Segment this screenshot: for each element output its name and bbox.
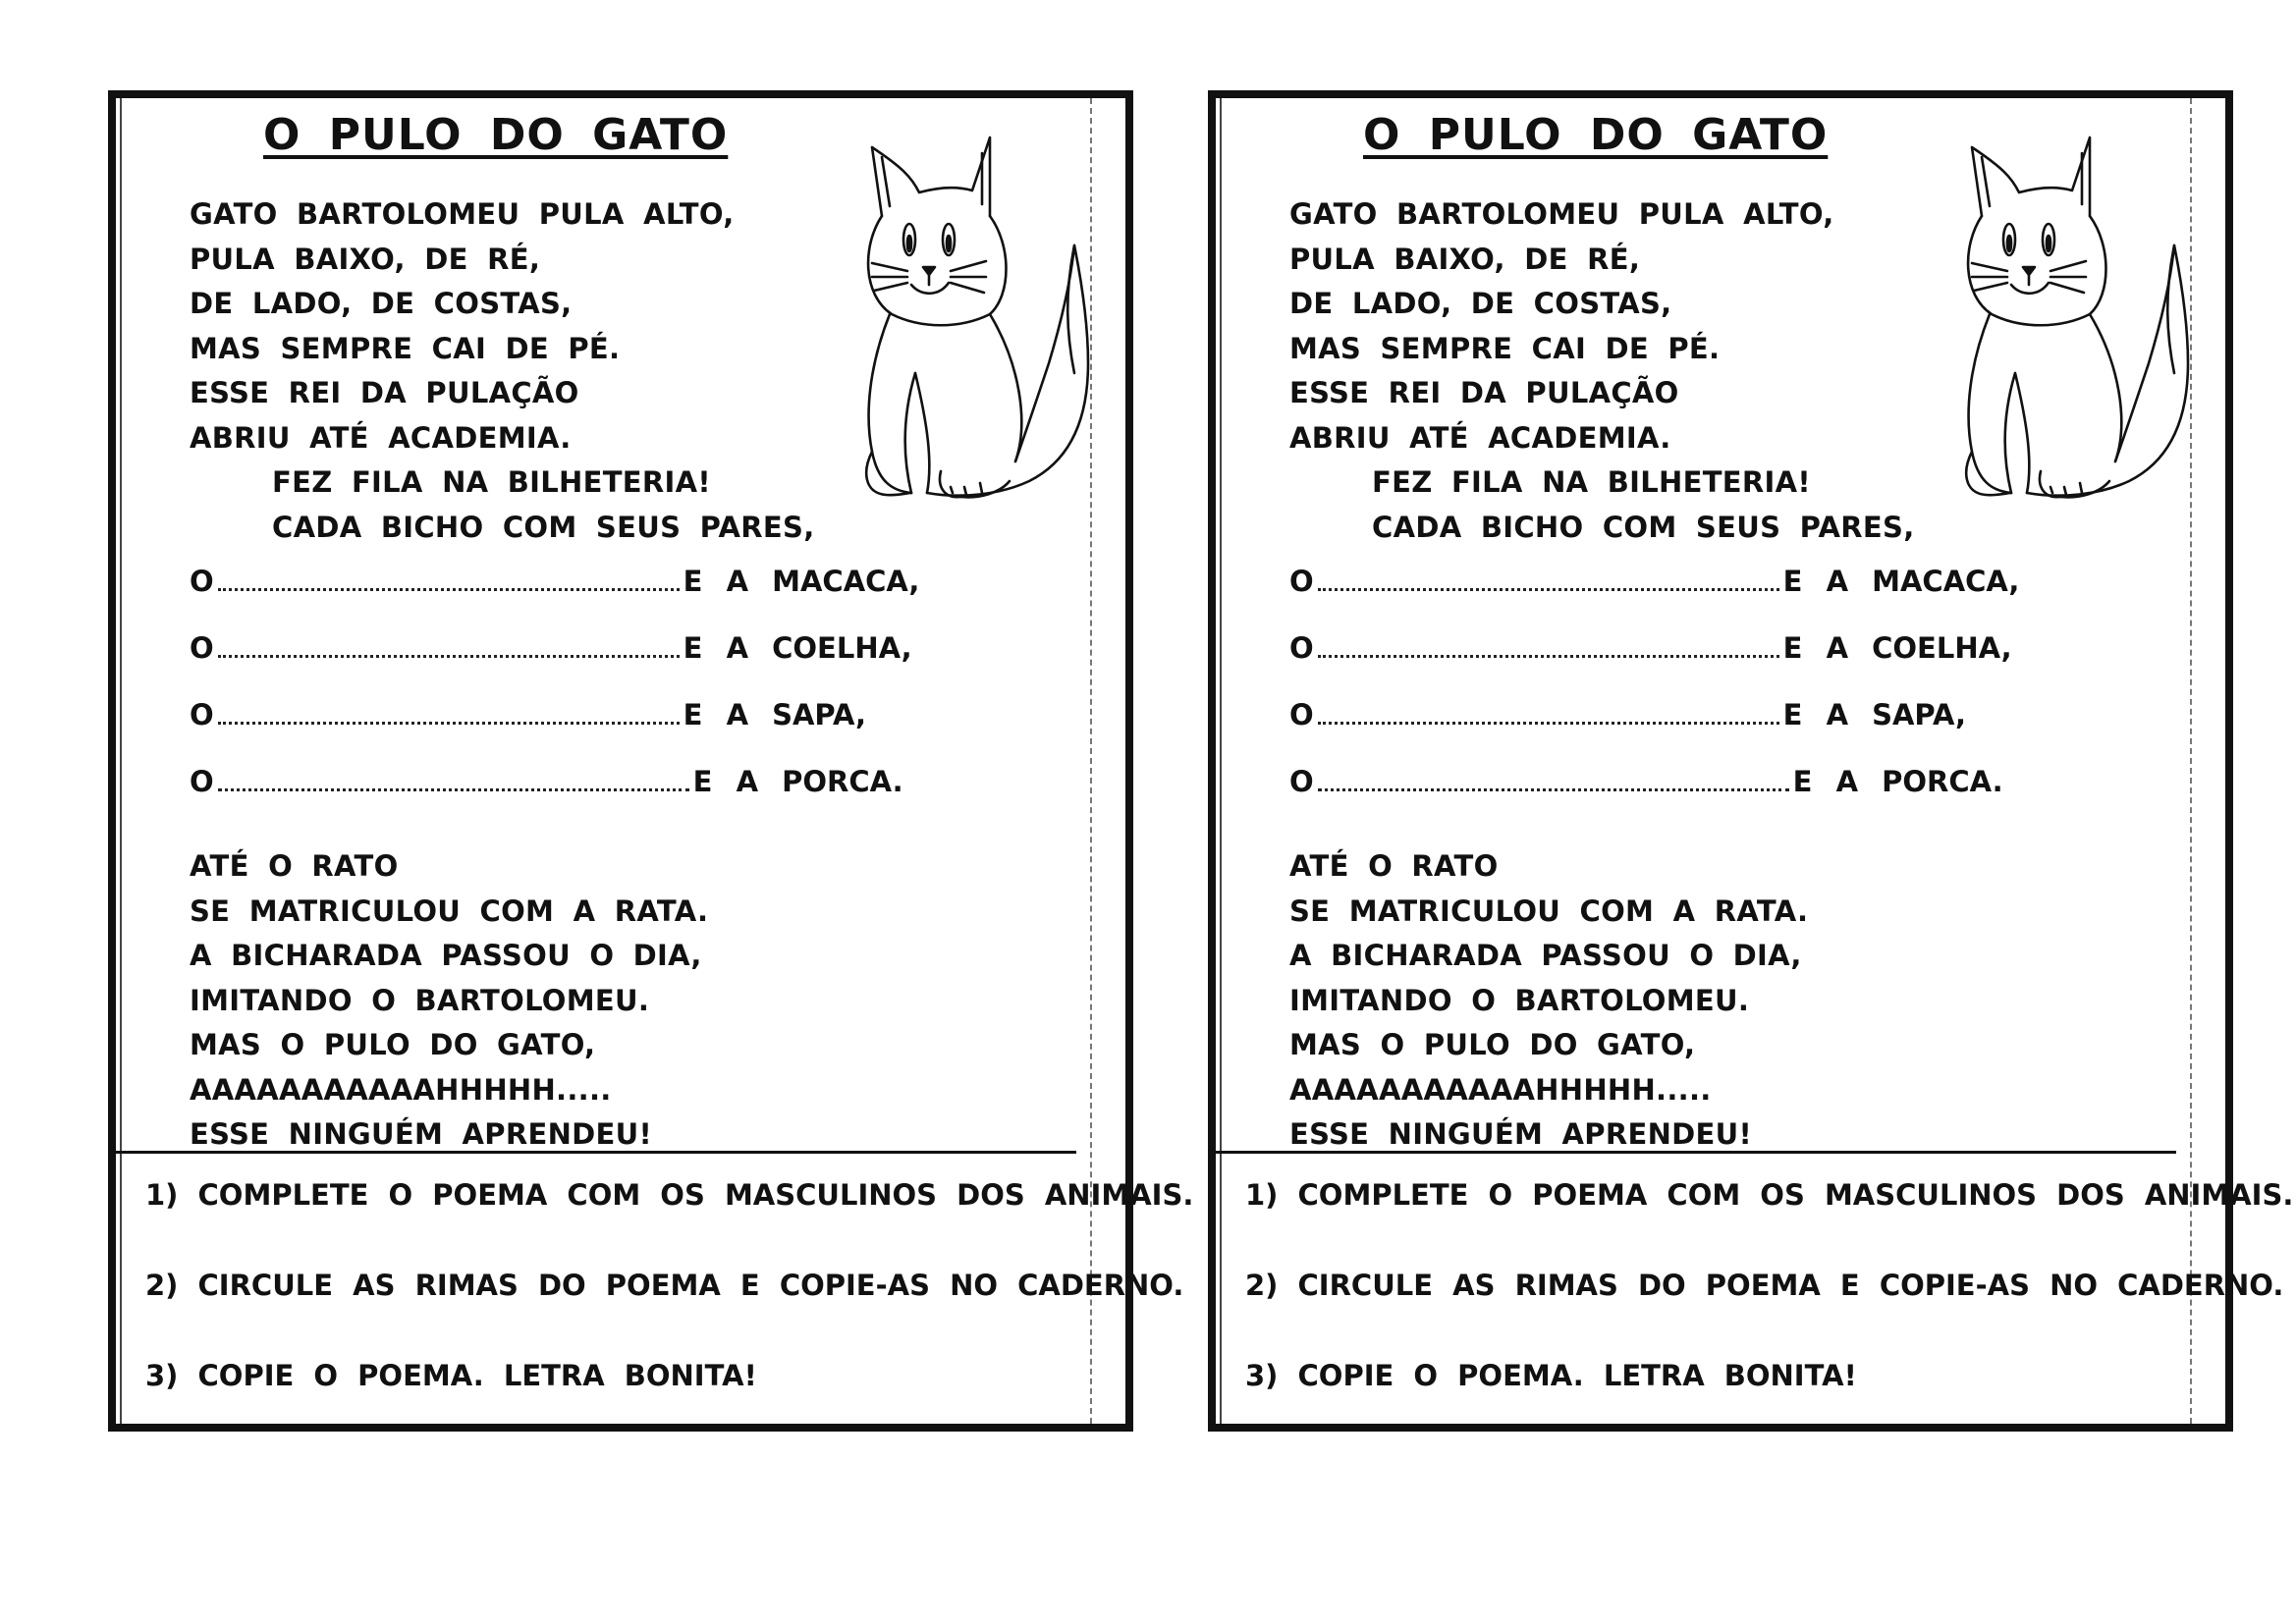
blank-prefix: O <box>1289 698 1314 731</box>
verse-line: SE MATRICULOU COM A RATA. <box>1289 893 1809 928</box>
blank-prefix: O <box>1289 765 1314 798</box>
poem-title: O PULO DO GATO <box>263 110 729 160</box>
verse-line: ATÉ O RATO <box>190 849 399 883</box>
verse-line: IMITANDO O BARTOLOMEU. <box>190 983 650 1017</box>
section-divider <box>1216 1151 2176 1154</box>
blank-suffix: E A SAPA, <box>683 698 867 731</box>
blank-prefix: O <box>190 698 214 731</box>
cat-illustration-icon <box>843 128 1108 550</box>
blank-row <box>190 631 919 698</box>
verse-line: GATO BARTOLOMEU PULA ALTO, <box>1289 197 1834 231</box>
task-item: 3) COPIE O POEMA. LETRA BONITA! <box>1245 1359 1857 1392</box>
task-list <box>145 1178 1193 1449</box>
verse-line: A BICHARADA PASSOU O DIA, <box>190 939 702 972</box>
blank-prefix: O <box>190 631 214 665</box>
verse-line: FEZ FILA NA BILHETERIA! <box>272 465 711 499</box>
verse-line: FEZ FILA NA BILHETERIA! <box>1372 465 1811 499</box>
blank-row <box>1289 698 2019 765</box>
task-item: 1) COMPLETE O POEMA COM OS MASCULINOS DOS ANIMAIS. <box>145 1178 1194 1212</box>
task-item: 2) CIRCULE AS RIMAS DO POEMA E COPIE-AS NO CADERNO. <box>1245 1269 2284 1302</box>
task-item: 3) COPIE O POEMA. LETRA BONITA! <box>145 1359 757 1392</box>
verse-line: ESSE NINGUÉM APRENDEU! <box>190 1117 652 1151</box>
blank-row <box>190 765 919 832</box>
dotted-blank[interactable] <box>218 568 680 591</box>
stanza-2 <box>190 844 708 1158</box>
verse-line: DE LADO, DE COSTAS, <box>1289 287 1672 320</box>
poem-title: O PULO DO GATO <box>1363 110 1829 160</box>
verse-line: ABRIU ATÉ ACADEMIA. <box>190 420 572 455</box>
blank-prefix: O <box>190 765 214 798</box>
verse-line: MAS O PULO DO GATO, <box>190 1028 596 1061</box>
verse-line: ESSE NINGUÉM APRENDEU! <box>1289 1117 1752 1151</box>
fill-in-blanks <box>1289 565 2019 832</box>
blank-suffix: E A SAPA, <box>1782 698 1967 731</box>
verse-line: PULA BAIXO, DE RÉ, <box>1289 242 1641 276</box>
cat-illustration-icon <box>1942 128 2208 550</box>
verse-line: ABRIU ATÉ ACADEMIA. <box>1289 420 1671 455</box>
fill-in-blanks <box>190 565 919 832</box>
blank-suffix: E A MACACA, <box>1782 565 2020 598</box>
blank-suffix: E A PORCA. <box>692 765 903 798</box>
verse-line: AAAAAAAAAAAHHHHH..... <box>190 1072 612 1107</box>
verse-line: ESSE REI DA PULAÇÃO <box>190 376 579 409</box>
dotted-blank[interactable] <box>218 635 680 658</box>
blank-suffix: E A MACACA, <box>683 565 920 598</box>
stanza-1 <box>190 192 815 550</box>
dotted-blank[interactable] <box>218 702 680 725</box>
verse-line: MAS SEMPRE CAI DE PÉ. <box>1289 331 1721 365</box>
blank-prefix: O <box>1289 631 1314 665</box>
dotted-blank[interactable] <box>1318 635 1779 658</box>
task-item: 2) CIRCULE AS RIMAS DO POEMA E COPIE-AS NO CADERNO. <box>145 1269 1184 1302</box>
verse-line: AAAAAAAAAAAHHHHH..... <box>1289 1072 1712 1107</box>
blank-suffix: E A PORCA. <box>1792 765 2003 798</box>
verse-line: IMITANDO O BARTOLOMEU. <box>1289 983 1750 1017</box>
verse-line: A BICHARADA PASSOU O DIA, <box>1289 939 1802 972</box>
verse-line: MAS O PULO DO GATO, <box>1289 1028 1696 1061</box>
dotted-blank[interactable] <box>1318 568 1779 591</box>
stanza-2 <box>1289 844 1808 1158</box>
verse-line: GATO BARTOLOMEU PULA ALTO, <box>190 197 735 231</box>
verse-line: ESSE REI DA PULAÇÃO <box>1289 376 1679 409</box>
verse-line: SE MATRICULOU COM A RATA. <box>190 893 709 928</box>
inner-border-left <box>120 98 122 1424</box>
verse-line: CADA BICHO COM SEUS PARES, <box>272 510 815 544</box>
dotted-blank[interactable] <box>1318 769 1789 791</box>
inner-border-left <box>1220 98 1222 1424</box>
verse-line: MAS SEMPRE CAI DE PÉ. <box>190 331 621 365</box>
blank-prefix: O <box>1289 565 1314 598</box>
verse-line: ATÉ O RATO <box>1289 849 1499 883</box>
stanza-1 <box>1289 192 1915 550</box>
dotted-blank[interactable] <box>218 769 689 791</box>
blank-prefix: O <box>190 565 214 598</box>
blank-suffix: E A COELHA, <box>1782 631 2012 665</box>
blank-row <box>1289 565 2019 631</box>
blank-row <box>1289 631 2019 698</box>
worksheet-right <box>1208 90 2294 1432</box>
verse-line: PULA BAIXO, DE RÉ, <box>190 242 541 276</box>
task-item: 1) COMPLETE O POEMA COM OS MASCULINOS DOS ANIMAIS. <box>1245 1178 2294 1212</box>
dotted-blank[interactable] <box>1318 702 1779 725</box>
section-divider <box>116 1151 1076 1154</box>
blank-suffix: E A COELHA, <box>683 631 912 665</box>
worksheet-left <box>108 90 1194 1432</box>
blank-row <box>190 565 919 631</box>
verse-line: DE LADO, DE COSTAS, <box>190 287 573 320</box>
blank-row <box>190 698 919 765</box>
blank-row <box>1289 765 2019 832</box>
task-list <box>1245 1178 2293 1449</box>
verse-line: CADA BICHO COM SEUS PARES, <box>1372 510 1915 544</box>
